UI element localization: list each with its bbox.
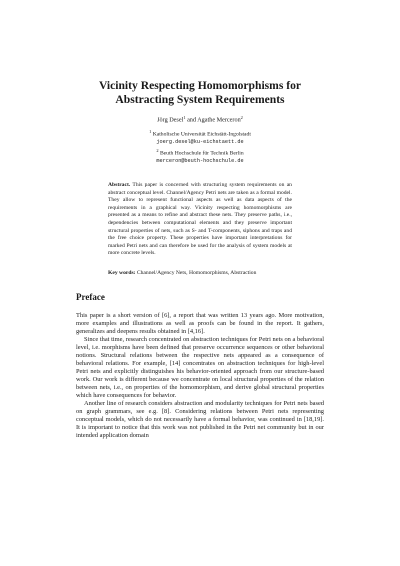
author-line: [60, 114, 340, 125]
abstract-label: Abstract.: [108, 182, 131, 188]
affiliations: [60, 128, 340, 165]
affiliation-2-name: Beuth Hochschule für Technik Berlin: [159, 150, 244, 156]
affiliation-1-name: Katholische Universität Eichstätt-Ingolstadt: [152, 131, 251, 138]
abstract: [108, 182, 292, 258]
affiliation-2: [60, 147, 340, 158]
keywords-label: Key words:: [108, 270, 136, 276]
paragraph: Another line of research considers abstraction and modularity techniques for Petri nets based on graph grammars, see e.g. [8]. Considering relations between Petri nets representing conceptual models, which do not necessarily have a formal behavior, was continued in [18,19]. It is important to notice that this work was not published in the Petri net community but in our intended application domain: [76, 400, 324, 439]
author-2-sup: 2: [240, 115, 243, 120]
author-1-sup: 1: [183, 115, 186, 120]
paragraph: This paper is a short version of [6], a report that was written 13 years ago. More motivation, more examples and illustrations as well as proofs can be found in the report. It gathers, generalizes and deepens results obtained in [4,16].: [76, 312, 324, 335]
author-2: Agathe Merceron: [197, 116, 241, 124]
keywords: [108, 270, 292, 278]
title-line-1: Vicinity Respecting Homomorphisms for: [98, 79, 302, 92]
paper-title: [60, 79, 340, 107]
paragraph: Since that time, research concentrated on abstraction techniques for Petri nets on a behavioral level, i.e. morphisms have been defined that preserve occurrence sequences or other behavioral notions. Structural relations between the respective nets appeared as a consequence of behavioral relations. For example, [14] concentrates on abstraction techniques for high-level Petri nets and explicitly distinguishes his behavior-oriented approach from our structure-based work. Our work is different because we concentrate on local structural properties of the relation between nets, i.e., on properties of the homomorphism, and derive global structural properties which have consequences for behavior.: [76, 336, 324, 399]
abstract-text: This paper is concerned with structuring system requirements on an abstract conceptual level. Channel/Agency Petri nets are taken as a formal model. They allow to represent functional aspects as well as data aspects of the requirements in a graphical way. Vicinity respecting homomorphisms are presented as a means to refine and abstract these nets. They preserve paths, i.e., dependencies between computational elements and they preserve important structural properties of nets, such as S- and T-components, siphons and traps and the free choice property. These properties have important interpretations for marked Petri nets and can therefore be used for the analysis of system models at more concrete levels.: [108, 182, 292, 257]
keywords-text: Channel/Agency Nets, Homomorphisms, Abstraction: [136, 270, 257, 276]
affiliation-1-num: 1: [149, 129, 152, 134]
section-heading: Preface: [76, 292, 105, 302]
author-1: Jörg Desel: [157, 116, 184, 124]
affiliation-2-email: merceron@beuth-hochschule.de: [156, 157, 244, 164]
affiliation-1-email: joerg.desel@ku-eichstaett.de: [156, 139, 244, 145]
affiliation-1: [60, 128, 340, 139]
body-text: [76, 312, 324, 440]
author-and: and: [185, 116, 198, 124]
title-line-2: Abstracting System Requirements: [115, 93, 285, 106]
affiliation-2-num: 2: [156, 147, 159, 153]
